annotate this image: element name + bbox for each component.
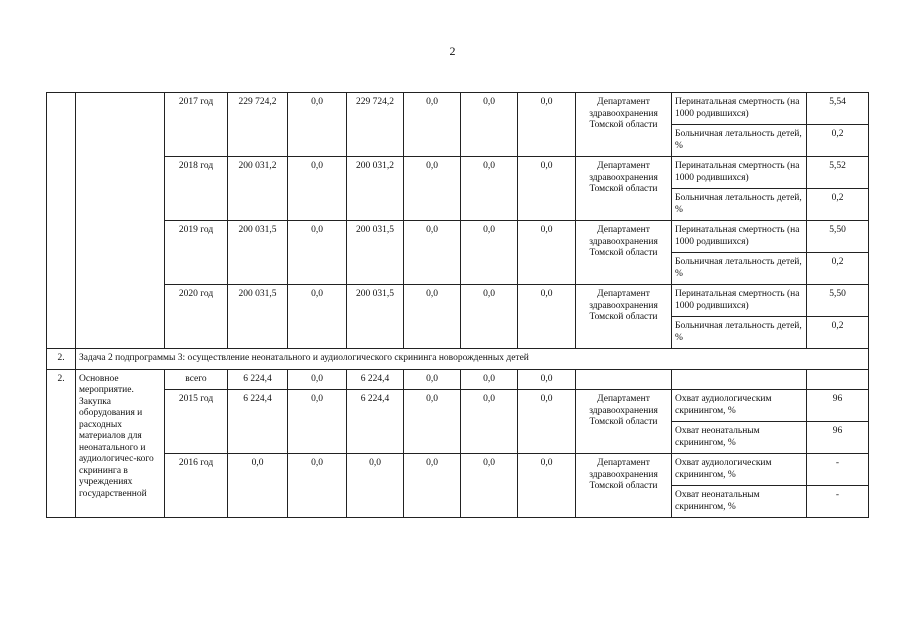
fund-cell: 0,0 <box>461 454 518 518</box>
total-cell: 200 031,5 <box>228 285 288 349</box>
loc-cell: 0,0 <box>404 369 461 390</box>
responsible-cell: Департамент здравоохранения Томской области <box>576 390 672 454</box>
indicator-value: - <box>807 454 869 486</box>
indicator-value: 0,2 <box>807 189 869 221</box>
total-cell: 200 031,2 <box>228 157 288 221</box>
responsible-cell: Департамент здравоохранения Томской области <box>576 285 672 349</box>
fed-cell: 0,0 <box>288 93 347 157</box>
indicator-cell: Больничная летальность детей, % <box>672 253 807 285</box>
fund-cell: 0,0 <box>461 157 518 221</box>
reg-cell: 200 031,2 <box>347 157 404 221</box>
other-cell: 0,0 <box>518 157 576 221</box>
fund-cell: 0,0 <box>461 390 518 454</box>
loc-cell: 0,0 <box>404 285 461 349</box>
year-cell: 2017 год <box>165 93 228 157</box>
year-cell: 2016 год <box>165 454 228 518</box>
other-cell: 0,0 <box>518 454 576 518</box>
fund-cell: 0,0 <box>461 221 518 285</box>
indicator-value: 5,54 <box>807 93 869 125</box>
responsible-cell: Департамент здравоохранения Томской области <box>576 93 672 157</box>
indicator-cell: Больничная летальность детей, % <box>672 125 807 157</box>
reg-cell: 6 224,4 <box>347 369 404 390</box>
indicator-value: 5,50 <box>807 285 869 317</box>
total-cell: 0,0 <box>228 454 288 518</box>
other-cell: 0,0 <box>518 221 576 285</box>
loc-cell: 0,0 <box>404 221 461 285</box>
indicator-cell-empty <box>672 369 807 390</box>
indicator-value: 96 <box>807 422 869 454</box>
loc-cell: 0,0 <box>404 390 461 454</box>
fund-cell: 0,0 <box>461 369 518 390</box>
indicator-value: 0,2 <box>807 253 869 285</box>
table-row <box>47 369 869 390</box>
table-row <box>47 93 869 125</box>
table-row <box>47 221 869 253</box>
year-cell: всего <box>165 369 228 390</box>
reg-cell: 0,0 <box>347 454 404 518</box>
loc-cell: 0,0 <box>404 454 461 518</box>
num-cell-empty <box>47 93 76 349</box>
other-cell: 0,0 <box>518 93 576 157</box>
other-cell: 0,0 <box>518 390 576 454</box>
total-cell: 6 224,4 <box>228 390 288 454</box>
indicator-value: - <box>807 486 869 518</box>
fund-cell: 0,0 <box>461 93 518 157</box>
responsible-cell-empty <box>576 369 672 390</box>
reg-cell: 229 724,2 <box>347 93 404 157</box>
indicator-value-empty <box>807 369 869 390</box>
total-cell: 200 031,5 <box>228 221 288 285</box>
indicator-cell: Охват аудиологическим скринингом, % <box>672 454 807 486</box>
indicator-cell: Больничная летальность детей, % <box>672 189 807 221</box>
reg-cell: 6 224,4 <box>347 390 404 454</box>
task-number: 2. <box>47 349 76 370</box>
fed-cell: 0,0 <box>288 454 347 518</box>
fund-cell: 0,0 <box>461 285 518 349</box>
other-cell: 0,0 <box>518 369 576 390</box>
indicator-cell: Перинатальная смертность (на 1000 родившихся) <box>672 93 807 125</box>
indicator-value: 0,2 <box>807 317 869 349</box>
table-row <box>47 390 869 422</box>
table-row <box>47 285 869 317</box>
table-row <box>47 454 869 486</box>
event-name: Основное мероприятие. Закупка оборудования и расходных материалов для неонатального и аудиологичес-кого скрининга в учреждениях государственной <box>76 369 165 518</box>
year-cell: 2018 год <box>165 157 228 221</box>
indicator-cell: Больничная летальность детей, % <box>672 317 807 349</box>
indicator-cell: Охват неонатальным скринингом, % <box>672 486 807 518</box>
year-cell: 2020 год <box>165 285 228 349</box>
loc-cell: 0,0 <box>404 93 461 157</box>
responsible-cell: Департамент здравоохранения Томской области <box>576 454 672 518</box>
year-cell: 2015 год <box>165 390 228 454</box>
loc-cell: 0,0 <box>404 157 461 221</box>
indicator-value: 5,52 <box>807 157 869 189</box>
indicator-value: 5,50 <box>807 221 869 253</box>
indicator-cell: Перинатальная смертность (на 1000 родившихся) <box>672 285 807 317</box>
reg-cell: 200 031,5 <box>347 285 404 349</box>
total-cell: 229 724,2 <box>228 93 288 157</box>
fed-cell: 0,0 <box>288 369 347 390</box>
table-row <box>47 157 869 189</box>
year-cell: 2019 год <box>165 221 228 285</box>
task-row <box>47 349 869 370</box>
fed-cell: 0,0 <box>288 390 347 454</box>
indicator-cell: Охват аудиологическим скринингом, % <box>672 390 807 422</box>
program-table <box>46 92 869 518</box>
responsible-cell: Департамент здравоохранения Томской области <box>576 157 672 221</box>
fed-cell: 0,0 <box>288 221 347 285</box>
indicator-cell: Перинатальная смертность (на 1000 родившихся) <box>672 221 807 253</box>
responsible-cell: Департамент здравоохранения Томской области <box>576 221 672 285</box>
fed-cell: 0,0 <box>288 157 347 221</box>
name-cell-empty <box>76 93 165 349</box>
event-number: 2. <box>47 369 76 518</box>
page-number: 2 <box>449 44 456 58</box>
task-title: Задача 2 подпрограммы 3: осуществление неонатального и аудиологического скрининга новорожденных детей <box>76 349 869 370</box>
other-cell: 0,0 <box>518 285 576 349</box>
indicator-cell: Охват неонатальным скринингом, % <box>672 422 807 454</box>
fed-cell: 0,0 <box>288 285 347 349</box>
indicator-value: 0,2 <box>807 125 869 157</box>
indicator-value: 96 <box>807 390 869 422</box>
indicator-cell: Перинатальная смертность (на 1000 родившихся) <box>672 157 807 189</box>
reg-cell: 200 031,5 <box>347 221 404 285</box>
total-cell: 6 224,4 <box>228 369 288 390</box>
